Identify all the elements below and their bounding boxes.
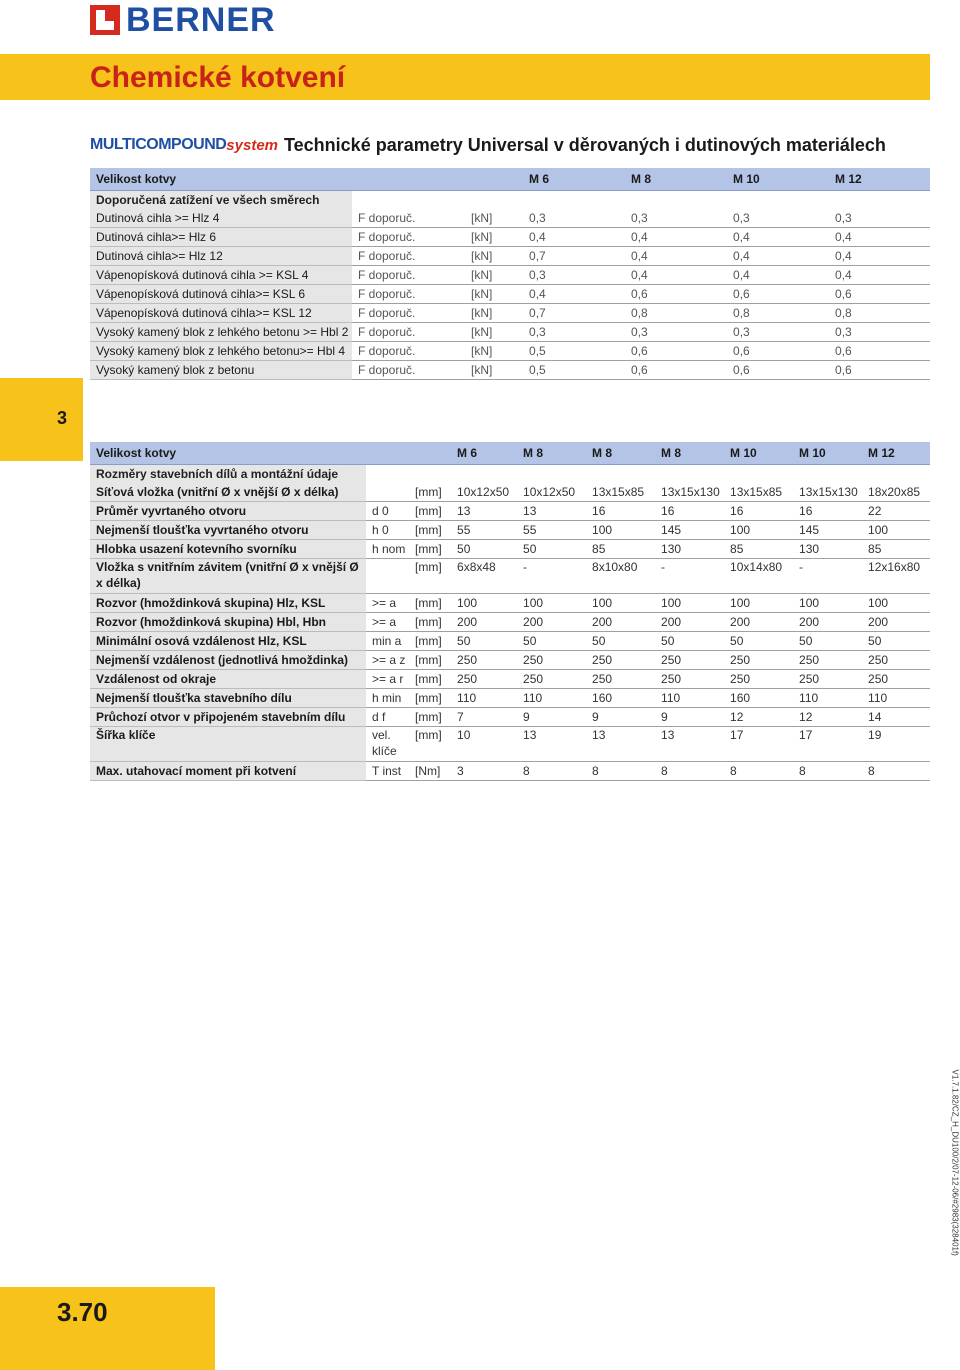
header-size: M 10 (793, 442, 862, 465)
row-value: 85 (862, 540, 930, 559)
row-value: 0,8 (727, 304, 829, 323)
row-value: 0,6 (829, 342, 930, 361)
row-value: 0,6 (829, 361, 930, 380)
row-symbol: F doporuč. (352, 323, 465, 342)
load-table (90, 168, 930, 380)
row-unit: [mm] (409, 689, 451, 708)
row-value: 250 (451, 651, 517, 670)
header-size: M 12 (862, 442, 930, 465)
row-symbol: h min (366, 689, 409, 708)
row-value: 145 (655, 521, 724, 540)
row-value: 0,4 (727, 247, 829, 266)
row-unit: [mm] (409, 632, 451, 651)
table-row (90, 689, 930, 708)
row-value: 0,4 (727, 228, 829, 247)
row-value: 0,7 (523, 304, 625, 323)
row-symbol: min a (366, 632, 409, 651)
multicompound-brand: MULTICOMPOUND (90, 136, 227, 153)
table-row (90, 559, 930, 594)
section-filler (352, 191, 930, 210)
row-value: 0,3 (829, 323, 930, 342)
row-label: Minimální osová vzdálenost Hlz, KSL (90, 632, 366, 651)
row-value: 250 (517, 670, 586, 689)
table-row (90, 304, 930, 323)
row-value: 8x10x80 (586, 559, 655, 594)
table-row (90, 651, 930, 670)
table-row (90, 266, 930, 285)
row-symbol: F doporuč. (352, 266, 465, 285)
row-value: 50 (793, 632, 862, 651)
row-unit: [kN] (465, 342, 523, 361)
row-value: 250 (862, 651, 930, 670)
row-symbol: h nom (366, 540, 409, 559)
row-value: 13 (517, 502, 586, 521)
row-value: 0,3 (523, 323, 625, 342)
row-value: 85 (586, 540, 655, 559)
table-row (90, 483, 930, 502)
row-value: 250 (793, 670, 862, 689)
row-value: 0,4 (523, 285, 625, 304)
row-value: 50 (655, 632, 724, 651)
row-label: Průměr vyvrtaného otvoru (90, 502, 366, 521)
table-row (90, 540, 930, 559)
row-label: Nejmenší tloušťka vyvrtaného otvoru (90, 521, 366, 540)
logo-text: BERNER (126, 1, 276, 39)
row-value: 9 (586, 708, 655, 727)
row-symbol: d f (366, 708, 409, 727)
row-unit: [kN] (465, 228, 523, 247)
row-label: Vložka s vnitřním závitem (vnitřní Ø x vnější Ø x délka) (90, 559, 366, 594)
row-value: 12 (793, 708, 862, 727)
row-value: 0,6 (625, 361, 727, 380)
row-value: 200 (862, 613, 930, 632)
row-value: 100 (451, 594, 517, 613)
row-value: 0,5 (523, 342, 625, 361)
row-value: 0,4 (625, 247, 727, 266)
section-subtitle: Technické parametry Universal v děrovaných i dutinových materiálech (284, 134, 886, 155)
row-label: Vápenopísková dutinová cihla >= KSL 4 (90, 266, 352, 285)
document-code-text: V1.7.1.82/CZ_H_DU100/2/07-12-06/#2983(328401f) (950, 1069, 960, 1256)
row-value: 0,3 (829, 209, 930, 228)
table-row (90, 228, 930, 247)
row-value: 130 (793, 540, 862, 559)
row-value: 13x15x130 (655, 483, 724, 502)
row-value: 110 (451, 689, 517, 708)
row-value: 6x8x48 (451, 559, 517, 594)
row-value: 8 (517, 762, 586, 781)
row-value: 55 (517, 521, 586, 540)
row-value: 100 (793, 594, 862, 613)
row-value: 250 (586, 670, 655, 689)
row-value: 145 (793, 521, 862, 540)
header-size: M 8 (517, 442, 586, 465)
row-value: - (655, 559, 724, 594)
table-header-row (90, 168, 930, 191)
page-number: 3.70 (57, 1297, 108, 1327)
row-value: 9 (517, 708, 586, 727)
row-value: 8 (655, 762, 724, 781)
row-value: 50 (517, 540, 586, 559)
row-symbol: F doporuč. (352, 247, 465, 266)
row-value: 85 (724, 540, 793, 559)
row-value: 13x15x85 (724, 483, 793, 502)
row-label: Vysoký kamený blok z lehkého betonu >= Hbl 2 (90, 323, 352, 342)
table-row (90, 632, 930, 651)
row-value: 0,4 (625, 266, 727, 285)
row-value: 0,4 (829, 228, 930, 247)
table-row (90, 594, 930, 613)
row-value: 200 (793, 613, 862, 632)
row-value: 0,3 (625, 209, 727, 228)
row-unit: [kN] (465, 266, 523, 285)
berner-logo (90, 1, 276, 39)
berner-logo-mark-icon (90, 5, 120, 35)
system-brand: system (226, 136, 278, 154)
row-value: 0,6 (727, 285, 829, 304)
row-symbol: T inst (366, 762, 409, 781)
table-row (90, 502, 930, 521)
row-value: 0,5 (523, 361, 625, 380)
row-value: 200 (724, 613, 793, 632)
row-value: 110 (793, 689, 862, 708)
row-value: 0,4 (829, 266, 930, 285)
row-label: Vysoký kamený blok z lehkého betonu>= Hbl 4 (90, 342, 352, 361)
row-value: 8 (862, 762, 930, 781)
row-value: 13 (586, 727, 655, 762)
row-value: 0,3 (625, 323, 727, 342)
row-value: 0,6 (727, 342, 829, 361)
row-value: 50 (517, 632, 586, 651)
row-value: 13x15x130 (793, 483, 862, 502)
table-row (90, 670, 930, 689)
row-value: 250 (451, 670, 517, 689)
table-row (90, 613, 930, 632)
row-value: 10x12x50 (451, 483, 517, 502)
table-row (90, 247, 930, 266)
row-unit: [kN] (465, 323, 523, 342)
row-value: 10x14x80 (724, 559, 793, 594)
table-row (90, 323, 930, 342)
row-symbol (366, 559, 409, 594)
row-value: 0,7 (523, 247, 625, 266)
row-label: Vysoký kamený blok z betonu (90, 361, 352, 380)
row-label: Síťová vložka (vnitřní Ø x vnější Ø x délka) (90, 483, 366, 502)
row-label: Průchozí otvor v připojeném stavebním dílu (90, 708, 366, 727)
header-size: M 12 (829, 168, 930, 191)
section-row (90, 465, 930, 484)
row-label: Dutinová cihla >= Hlz 4 (90, 209, 352, 228)
row-value: 200 (586, 613, 655, 632)
row-symbol: >= a r (366, 670, 409, 689)
header-label: Velikost kotvy (90, 442, 451, 465)
header-size: M 8 (625, 168, 727, 191)
row-value: 0,3 (727, 209, 829, 228)
row-value: 250 (724, 651, 793, 670)
row-value: 250 (586, 651, 655, 670)
row-label: Vápenopísková dutinová cihla>= KSL 6 (90, 285, 352, 304)
row-value: 22 (862, 502, 930, 521)
row-symbol: vel. klíče (366, 727, 409, 762)
row-value: 13 (517, 727, 586, 762)
row-value: 100 (517, 594, 586, 613)
row-value: 110 (655, 689, 724, 708)
row-label: Šířka klíče (90, 727, 366, 762)
row-value: 160 (724, 689, 793, 708)
row-value: 55 (451, 521, 517, 540)
row-unit: [kN] (465, 247, 523, 266)
row-unit: [kN] (465, 285, 523, 304)
row-value: 50 (586, 632, 655, 651)
dimensions-table (90, 442, 930, 781)
row-value: 17 (793, 727, 862, 762)
row-value: 0,4 (523, 228, 625, 247)
row-value: 8 (586, 762, 655, 781)
row-unit: [mm] (409, 483, 451, 502)
header-size: M 6 (523, 168, 625, 191)
row-value: 100 (586, 594, 655, 613)
row-value: 50 (862, 632, 930, 651)
table-row (90, 762, 930, 781)
row-label: Rozvor (hmoždinková skupina) Hbl, Hbn (90, 613, 366, 632)
table-row (90, 342, 930, 361)
header-label: Velikost kotvy (90, 168, 523, 191)
row-value: 50 (451, 632, 517, 651)
table-row (90, 521, 930, 540)
page-title: Chemické kotvení (90, 61, 346, 94)
row-value: 12x16x80 (862, 559, 930, 594)
row-value: 250 (724, 670, 793, 689)
row-value: 0,4 (727, 266, 829, 285)
row-value: 19 (862, 727, 930, 762)
row-unit: [mm] (409, 594, 451, 613)
row-value: 160 (586, 689, 655, 708)
row-unit: [mm] (409, 727, 451, 762)
row-value: 12 (724, 708, 793, 727)
row-value: 0,8 (829, 304, 930, 323)
section-heading: Rozměry stavebních dílů a montážní údaje (90, 465, 366, 484)
header-size: M 10 (724, 442, 793, 465)
row-value: 8 (724, 762, 793, 781)
row-unit: [Nm] (409, 762, 451, 781)
row-value: 200 (517, 613, 586, 632)
header-size: M 8 (586, 442, 655, 465)
row-value: 100 (862, 521, 930, 540)
row-symbol: >= a (366, 594, 409, 613)
row-value: 10x12x50 (517, 483, 586, 502)
row-unit: [kN] (465, 361, 523, 380)
row-value: 3 (451, 762, 517, 781)
table-row (90, 209, 930, 228)
row-value: 0,3 (727, 323, 829, 342)
row-value: 100 (724, 594, 793, 613)
row-value: 0,3 (523, 209, 625, 228)
row-symbol: F doporuč. (352, 285, 465, 304)
row-value: 9 (655, 708, 724, 727)
row-symbol: F doporuč. (352, 361, 465, 380)
row-unit: [mm] (409, 559, 451, 594)
row-label: Dutinová cihla>= Hlz 6 (90, 228, 352, 247)
row-unit: [mm] (409, 502, 451, 521)
table-row (90, 708, 930, 727)
row-value: 50 (451, 540, 517, 559)
row-unit: [mm] (409, 613, 451, 632)
row-value: 100 (586, 521, 655, 540)
row-unit: [kN] (465, 209, 523, 228)
row-symbol (366, 483, 409, 502)
row-value: 0,8 (625, 304, 727, 323)
chapter-number: 3 (57, 408, 68, 428)
row-symbol: F doporuč. (352, 304, 465, 323)
row-value: 100 (862, 594, 930, 613)
row-value: 13 (451, 502, 517, 521)
row-unit: [mm] (409, 670, 451, 689)
row-value: 100 (724, 521, 793, 540)
row-value: 10 (451, 727, 517, 762)
row-value: 16 (724, 502, 793, 521)
row-value: 250 (517, 651, 586, 670)
header-size: M 10 (727, 168, 829, 191)
row-value: 16 (655, 502, 724, 521)
row-value: 200 (655, 613, 724, 632)
row-label: Hlobka usazení kotevního svorníku (90, 540, 366, 559)
row-label: Vzdálenost od okraje (90, 670, 366, 689)
row-value: 0,6 (727, 361, 829, 380)
row-value: 0,3 (523, 266, 625, 285)
header-size: M 6 (451, 442, 517, 465)
subtitle-row (90, 133, 940, 157)
header-size: M 8 (655, 442, 724, 465)
row-value: 50 (724, 632, 793, 651)
row-value: 16 (586, 502, 655, 521)
row-value: 13 (655, 727, 724, 762)
row-symbol: F doporuč. (352, 228, 465, 247)
row-symbol: F doporuč. (352, 209, 465, 228)
row-value: 18x20x85 (862, 483, 930, 502)
document-code (950, 1069, 960, 1272)
row-value: 16 (793, 502, 862, 521)
row-value: 130 (655, 540, 724, 559)
section-heading: Doporučená zatížení ve všech směrech (90, 191, 352, 210)
row-value: 110 (862, 689, 930, 708)
row-value: 13x15x85 (586, 483, 655, 502)
row-value: 250 (655, 651, 724, 670)
row-value: 14 (862, 708, 930, 727)
row-value: 0,6 (625, 285, 727, 304)
row-value: 0,4 (625, 228, 727, 247)
row-value: - (517, 559, 586, 594)
row-value: 0,6 (625, 342, 727, 361)
row-value: 250 (655, 670, 724, 689)
row-label: Nejmenší tloušťka stavebního dílu (90, 689, 366, 708)
row-value: 200 (451, 613, 517, 632)
row-unit: [kN] (465, 304, 523, 323)
row-value: 0,6 (829, 285, 930, 304)
row-symbol: F doporuč. (352, 342, 465, 361)
row-symbol: h 0 (366, 521, 409, 540)
row-value: 7 (451, 708, 517, 727)
row-label: Dutinová cihla>= Hlz 12 (90, 247, 352, 266)
row-value: - (793, 559, 862, 594)
table-header-row (90, 442, 930, 465)
chapter-tab (0, 378, 83, 461)
row-value: 110 (517, 689, 586, 708)
row-symbol: >= a (366, 613, 409, 632)
section-filler (366, 465, 930, 484)
row-symbol: d 0 (366, 502, 409, 521)
row-value: 0,4 (829, 247, 930, 266)
section-row (90, 191, 930, 210)
table-row (90, 361, 930, 380)
row-value: 8 (793, 762, 862, 781)
row-unit: [mm] (409, 651, 451, 670)
page-number-box (0, 1287, 215, 1370)
row-label: Vápenopísková dutinová cihla>= KSL 12 (90, 304, 352, 323)
row-value: 100 (655, 594, 724, 613)
row-unit: [mm] (409, 708, 451, 727)
row-label: Rozvor (hmoždinková skupina) Hlz, KSL (90, 594, 366, 613)
table-row (90, 727, 930, 762)
row-value: 250 (793, 651, 862, 670)
row-symbol: >= a z (366, 651, 409, 670)
row-unit: [mm] (409, 540, 451, 559)
row-label: Nejmenší vzdálenost (jednotlivá hmoždinka) (90, 651, 366, 670)
row-value: 17 (724, 727, 793, 762)
row-label: Max. utahovací moment při kotvení (90, 762, 366, 781)
table-row (90, 285, 930, 304)
row-value: 250 (862, 670, 930, 689)
row-unit: [mm] (409, 521, 451, 540)
title-banner (0, 54, 930, 100)
